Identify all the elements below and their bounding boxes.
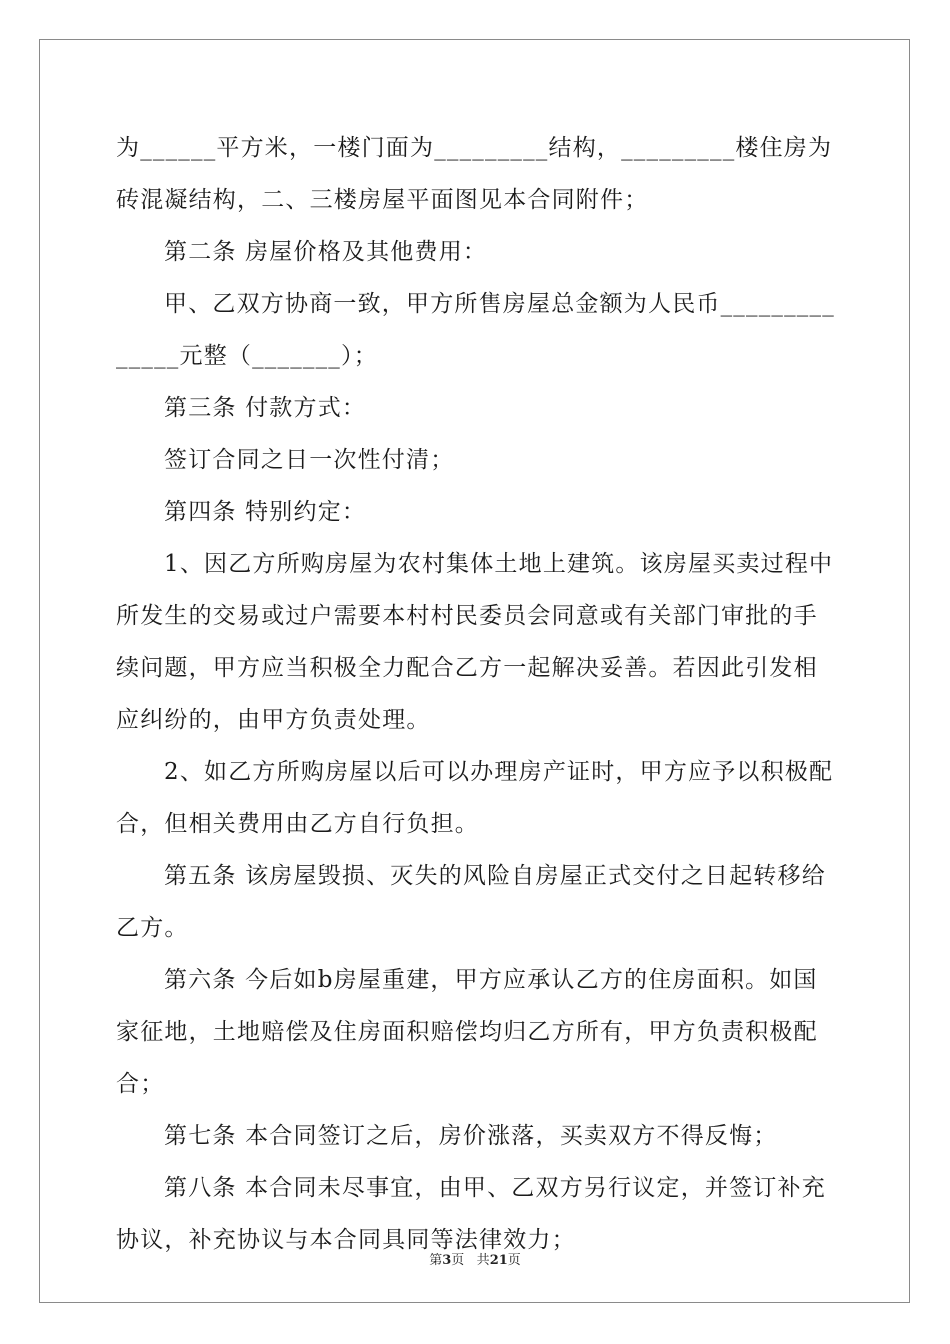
paragraph-5: 签订合同之日一次性付清；	[164, 447, 455, 473]
paragraph-3: 甲、乙双方协商一致，甲方所售房屋总金额为人民币______________元整（_______）；	[116, 291, 835, 369]
current-page-number: 3	[442, 1253, 452, 1268]
paragraph-11: 第七条 本合同签订之后，房价涨落，买卖双方不得反悔；	[164, 1123, 778, 1149]
total-prefix: 共	[476, 1253, 490, 1268]
paragraph-12: 第八条 本合同未尽事宜，由甲、乙双方另行议定，并签订补充协议，补充协议与本合同具同等法律效力；	[116, 1175, 826, 1253]
total-pages-number: 21	[489, 1253, 508, 1268]
paragraph-6: 第四条 特别约定：	[164, 499, 367, 525]
total-suffix: 页	[507, 1253, 521, 1268]
paragraph-7: 1、因乙方所购房屋为农村集体土地上建筑。该房屋买卖过程中所发生的交易或过户需要本村村民委员会同意或有关部门审批的手续问题，甲方应当积极全力配合乙方一起解决妥善。若因此引发相应纠纷的，由甲方负责处理。	[116, 551, 834, 733]
document-body	[116, 122, 836, 1266]
page-suffix: 页	[451, 1253, 465, 1268]
paragraph-10: 第六条 今后如b房屋重建，甲方应承认乙方的住房面积。如国家征地，土地赔偿及住房面积赔偿均归乙方所有，甲方负责积极配合；	[116, 967, 818, 1097]
page-prefix: 第	[429, 1253, 443, 1268]
paragraph-2: 第二条 房屋价格及其他费用：	[164, 239, 488, 265]
paragraph-4: 第三条 付款方式：	[164, 395, 367, 421]
paragraph-8: 2、如乙方所购房屋以后可以办理房产证时，甲方应予以积极配合，但相关费用由乙方自行负担。	[116, 759, 834, 837]
paragraph-9: 第五条 该房屋毁损、灭失的风险自房屋正式交付之日起转移给乙方。	[116, 863, 826, 941]
paragraph-1: 为______平方米，一楼门面为_________结构，_________楼住房为砖混凝结构，二、三楼房屋平面图见本合同附件；	[116, 135, 833, 213]
page-footer	[0, 1249, 950, 1268]
